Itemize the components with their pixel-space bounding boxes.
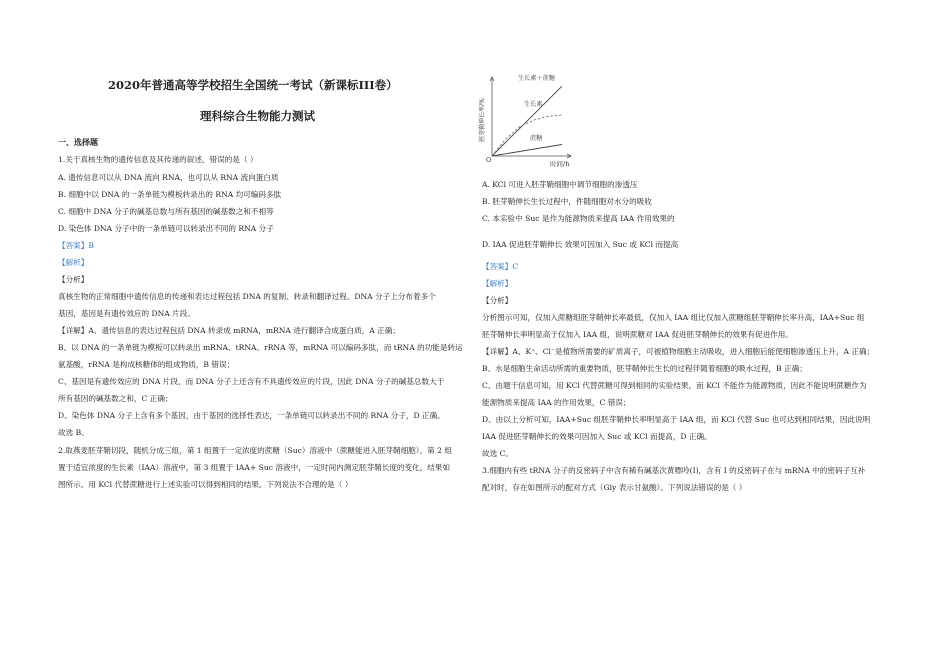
question-2-line: 2.取燕麦胚芽鞘切段，随机分成三组，第 1 组置于一定浓度的蔗糖（Suc）溶液中（蔗糖能进入胚芽鞘细胞），第 2 组 (58, 446, 453, 455)
question-2-detail-line: IAA 促进胚芽鞘伸长的效果可因加入 Suc 或 KCl 而提高，D 正确。 (482, 432, 712, 441)
chart-series-line (492, 86, 562, 156)
question-1-option-b: B. 细胞中以 DNA 的一条单链为模板转录出的 RNA 均可编码多肽 (58, 190, 282, 199)
chart-plot-area (490, 74, 571, 158)
question-1-detail-line: B、以 DNA 的一条单链为模板可以转录出 mRNA、tRNA、rRNA 等，mRNA 可以编码多肽，而 tRNA 的功能是转运 (58, 343, 463, 352)
question-2-option-b: B. 胚芽鞘伸长生长过程中，件随细胞对水分的吸收 (482, 197, 652, 206)
question-1-option-c: C. 细胞中 DNA 分子的碱基总数与所有基因的碱基数之和不相等 (58, 207, 274, 216)
question-1-jiexi-tag: 【解析】 (58, 258, 89, 267)
chart-series-label: 生长素 (524, 101, 543, 108)
question-2-option-a: A. KCl 可进入胚芽鞘细胞中调节细胞的渗透压 (482, 180, 638, 189)
chart-series-label: 生长素＋蔗糖 (518, 75, 556, 82)
question-1-detail-line: 氨基酸，rRNA 是构成核糖体的组成物质，B 错误； (58, 360, 235, 369)
question-1-detail-line: C、基因是有遗传效应的 DNA 片段，而 DNA 分子上还含有不具遗传效应的片段，因此 DNA 分子的碱基总数大于 (58, 377, 445, 386)
question-2-conclusion: 故选 C。 (482, 449, 514, 458)
question-2-line: 图所示。用 KCl 代替蔗糖进行上述实验可以得到相同的结果。下列说法不合理的是（ ） (58, 480, 353, 489)
question-1-detail-line: D、染色体 DNA 分子上含有多个基因，由于基因的选择性表达，一条单链可以转录出不同的 RNA 分子，D 正确。 (58, 411, 445, 420)
question-1-fenxi-tag: 【分析】 (58, 275, 89, 284)
question-1-answer: 【答案】B (58, 241, 94, 250)
question-1-option-d: D. 染色体 DNA 分子中的一条单链可以转录出不同的 RNA 分子 (58, 224, 274, 233)
question-2-option-d: D. IAA 促进胚芽鞘伸长 效果可因加入 Suc 或 KCl 而提高 (482, 240, 679, 249)
chart-x-axis-label: 时间/h (550, 160, 570, 168)
question-2-detail-line: 能源物质来提高 IAA 的作用效果，C 错误； (482, 398, 631, 407)
question-2-line: 置于适宜浓度的生长素（IAA）溶液中，第 3 组置于 IAA+ Suc 溶液中，一定时间内测定胚芽鞘长度的变化，结果如 (58, 463, 451, 472)
chart-series-line (492, 145, 562, 157)
question-2-jiexi-tag: 【解析】 (482, 279, 513, 288)
exam-subtitle: 理科综合生物能力测试 (200, 109, 315, 123)
question-2-analysis-line: 胚芽鞘伸长率明显高于仅加入 IAA 组，说明蔗糖对 IAA 促进胚芽鞘伸长的效果有促进作用。 (482, 330, 793, 339)
chart-series-label: 蔗糖 (530, 135, 543, 142)
question-1-detail-line: 所有基因的碱基数之和，C 正确； (58, 394, 173, 403)
question-3-line: 3.细胞内有些 tRNA 分子的反密码子中含有稀有碱基次黄嘌呤(I)，含有 I 的反密码子在与 mRNA 中的密码子互补 (482, 466, 866, 475)
question-2-option-c: C. 本实验中 Suc 是作为能源物质来提高 IAA 作用效果的 (482, 214, 675, 223)
question-2-detail-line: B、水是细胞生命活动所需的重要物质，胚芽鞘伸长生长的过程伴随着细胞的吸水过程，B 正确； (482, 364, 807, 373)
growth-rate-chart (472, 70, 592, 170)
question-2-answer: 【答案】C (482, 262, 519, 271)
question-2-detail-line: 【详解】A、K⁺、Cl⁻是植物所需要的矿质离子，可被植物细胞主动吸收，进入细胞后能使细胞渗透压上升，A 正确； (482, 347, 875, 356)
question-1-analysis-line: 真核生物的正常细胞中遗传信息的传递和表达过程包括 DNA 的复制、转录和翻译过程。DNA 分子上分布着多个 (58, 292, 436, 301)
question-2-detail-line: D、由以上分析可知，IAA+Suc 组胚芽鞘伸长率明显高于 IAA 组，而 KCl 代替 Suc 也可达到相同结果，因此说明 (482, 415, 871, 424)
question-3-line: 配对时，存在如图所示的配对方式（Gly 表示甘氨酸）。下列说法错误的是（ ） (482, 483, 747, 492)
chart-y-axis-label: 胚芽鞘伸长率/% (479, 98, 486, 142)
question-1-option-a: A. 遗传信息可以从 DNA 流向 RNA，也可以从 RNA 流向蛋白质 (58, 173, 279, 182)
question-2-fenxi-tag: 【分析】 (482, 296, 513, 305)
exam-title: 2020年普通高等学校招生全国统一考试（新课标III卷） (108, 78, 398, 92)
question-1-detail-line: 【详解】A、遗传信息的表达过程包括 DNA 转录成 mRNA，mRNA 进行翻译合成蛋白质，A 正确； (58, 326, 400, 335)
section-heading: 一、选择题 (58, 137, 98, 147)
chart-origin-label: O (486, 156, 492, 164)
question-1-stem: 1.关于真核生物的遗传信息及其传递的叙述，错误的是（ ） (58, 155, 258, 164)
question-1-analysis-line: 基因，基因是有遗传效应的 DNA 片段。 (58, 309, 195, 318)
question-2-detail-line: C、由题干信息可知，用 KCl 代替蔗糖可得到相同的实验结果，而 KCl 不能作为能源物质，因此不能说明蔗糖作为 (482, 381, 867, 390)
question-1-conclusion: 故选 B。 (58, 428, 89, 437)
question-2-analysis-line: 分析图示可知，仅加入蔗糖组胚芽鞘伸长率最低，仅加入 IAA 组比仅加入蔗糖组胚芽鞘伸长率升高，IAA+Suc 组 (482, 313, 865, 322)
